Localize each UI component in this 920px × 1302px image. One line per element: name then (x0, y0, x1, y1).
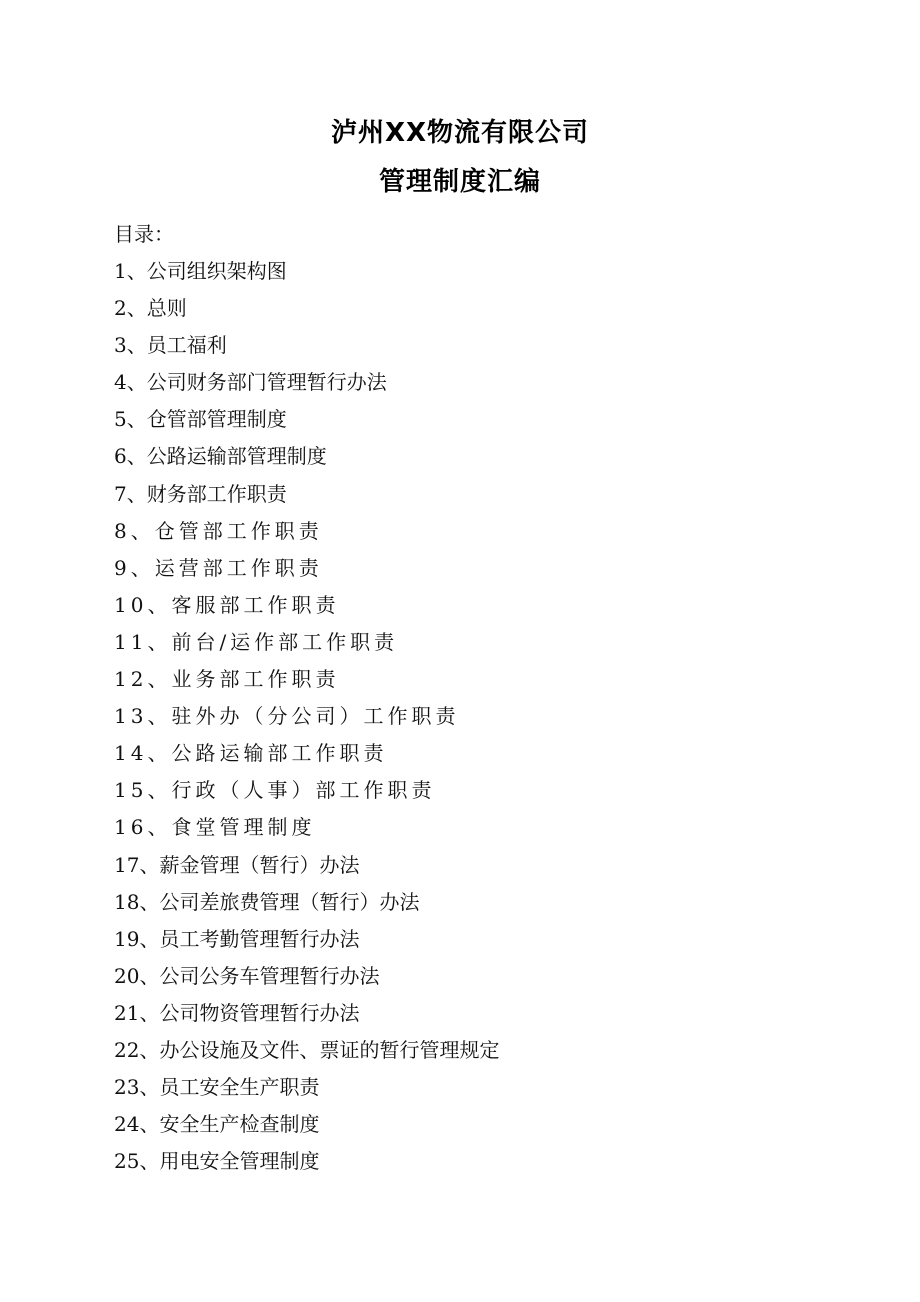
toc-item: 4、公司财务部门管理暂行办法 (114, 370, 387, 395)
toc-item: 8、仓管部工作职责 (114, 518, 323, 543)
document-title: 泸州XX物流有限公司 (330, 118, 590, 148)
toc-item: 23、员工安全生产职责 (114, 1075, 320, 1100)
toc-item: 13、驻外办（分公司）工作职责 (114, 704, 460, 729)
toc-item: 15、行政（人事）部工作职责 (114, 778, 436, 803)
toc-item: 12、业务部工作职责 (114, 667, 340, 692)
toc-item: 2、总则 (114, 296, 187, 321)
toc-item: 5、仓管部管理制度 (114, 407, 287, 432)
toc-item: 14、公路运输部工作职责 (114, 741, 388, 766)
toc-item: 6、公路运输部管理制度 (114, 444, 327, 469)
toc-item: 19、员工考勤管理暂行办法 (114, 926, 360, 951)
table-of-contents (114, 216, 874, 1180)
toc-item: 11、前台/运作部工作职责 (114, 629, 399, 654)
toc-item: 21、公司物资管理暂行办法 (114, 1000, 360, 1025)
toc-item: 7、财务部工作职责 (114, 481, 287, 506)
toc-item: 17、薪金管理（暂行）办法 (114, 852, 360, 877)
toc-list (114, 253, 874, 1180)
toc-item: 16、食堂管理制度 (114, 815, 316, 840)
toc-item: 9、运营部工作职责 (114, 555, 323, 580)
toc-item: 22、办公设施及文件、票证的暂行管理规定 (114, 1037, 500, 1062)
toc-item: 10、客服部工作职责 (114, 592, 340, 617)
toc-item: 3、员工福利 (114, 333, 227, 358)
toc-item: 20、公司公务车管理暂行办法 (114, 963, 380, 988)
toc-item: 18、公司差旅费管理（暂行）办法 (114, 889, 420, 914)
toc-item: 25、用电安全管理制度 (114, 1149, 320, 1174)
toc-heading: 目录： (114, 222, 174, 246)
document-subtitle: 管理制度汇编 (378, 167, 541, 197)
toc-item: 24、安全生产检查制度 (114, 1112, 320, 1137)
toc-item: 1、公司组织架构图 (114, 259, 287, 283)
